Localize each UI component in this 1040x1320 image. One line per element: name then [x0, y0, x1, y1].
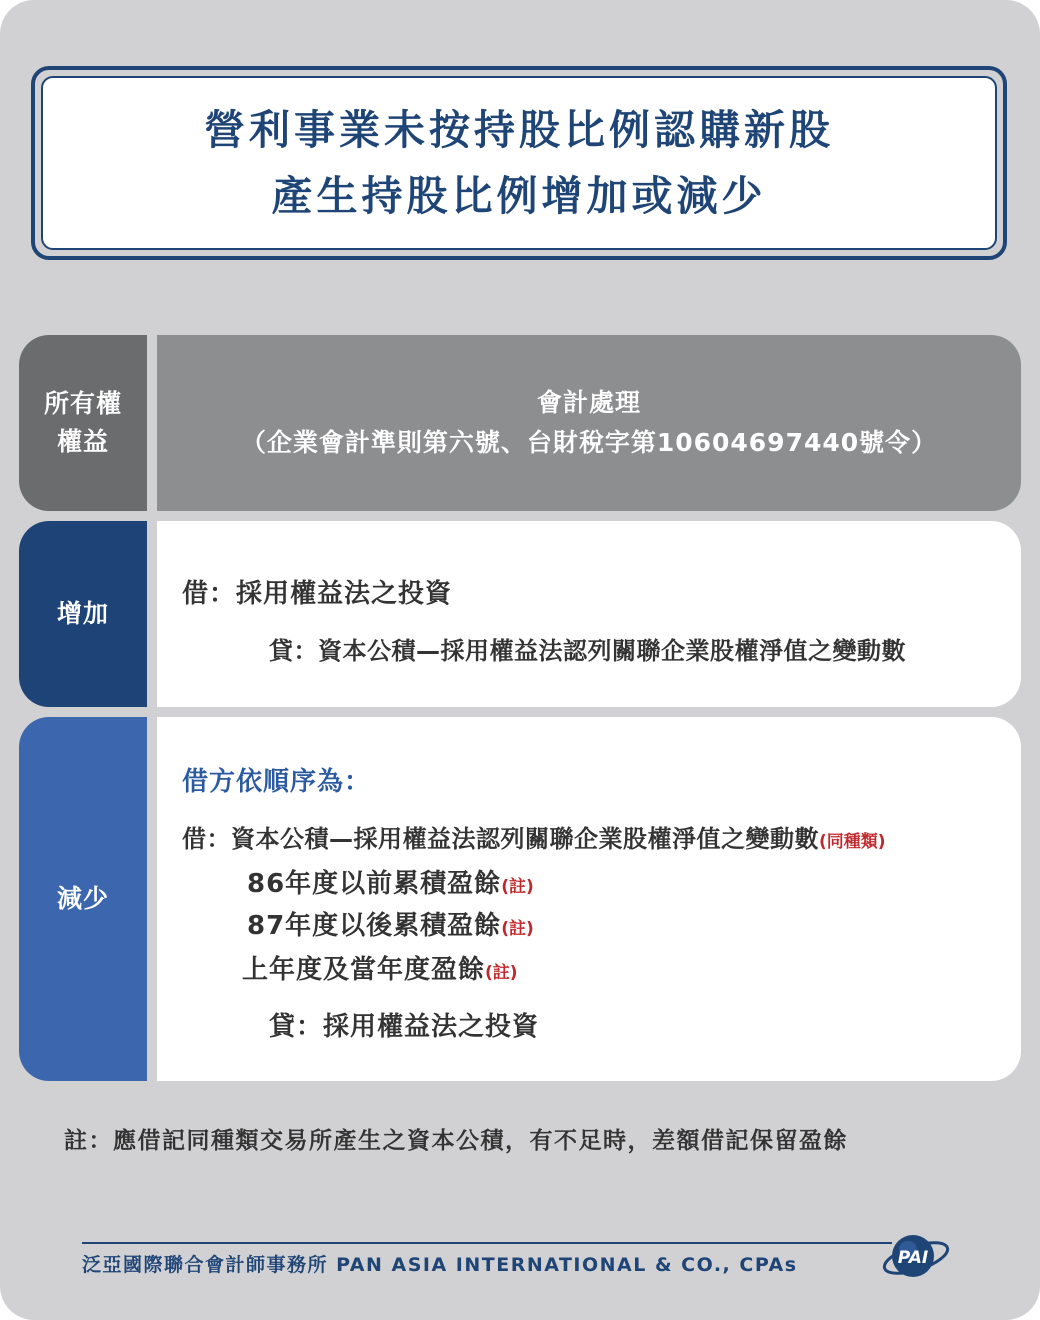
increase-label-cell — [19, 521, 147, 707]
decrease-debit-4-text: 上年度及當年度盈餘 — [242, 955, 486, 985]
decrease-debit-2-text: 86年度以前累積盈餘 — [247, 869, 502, 899]
increase-credit: 貸：資本公積—採用權益法認列關聯企業股權淨值之變動數 — [269, 637, 906, 665]
decrease-debit-3-note: (註) — [501, 919, 534, 939]
increase-label: 增加 — [56, 599, 109, 628]
title-line-2: 產生持股比例增加或減少 — [271, 172, 767, 220]
increase-debit: 借：採用權益法之投資 — [182, 579, 453, 609]
decrease-label: 減少 — [56, 884, 109, 913]
decrease-debit-1-text: 借：資本公積—採用權益法認列關聯企業股權淨值之變動數 — [182, 825, 819, 853]
title-line-1: 營利事業未按持股比例認購新股 — [204, 106, 834, 154]
header-content-cell — [157, 335, 1021, 511]
logo-text: PAI — [897, 1248, 929, 1268]
decrease-debit-3-text: 87年度以後累積盈餘 — [247, 911, 502, 941]
footer-divider — [82, 1242, 892, 1244]
header-title: 會計處理 — [536, 388, 641, 417]
title-frame — [31, 66, 1007, 260]
header-label-cell — [19, 335, 147, 511]
header-subtitle: （企業會計準則第六號、台財稅字第10604697440號令） — [240, 428, 938, 457]
decrease-label-cell — [19, 717, 147, 1081]
decrease-content-cell — [157, 717, 1021, 1081]
pai-logo-icon — [880, 1226, 952, 1286]
header-label-line-2: 權益 — [56, 427, 109, 456]
decrease-credit: 貸：採用權益法之投資 — [269, 1012, 540, 1042]
decrease-debit-2-note: (註) — [501, 877, 534, 897]
footnote: 註：應借記同種類交易所產生之資本公積，有不足時，差額借記保留盈餘 — [64, 1128, 848, 1154]
title-box — [41, 76, 997, 250]
decrease-debit-2 — [247, 863, 534, 900]
decrease-heading: 借方依順序為： — [182, 767, 372, 797]
increase-content-cell — [157, 521, 1021, 707]
decrease-debit-3 — [247, 905, 534, 942]
decrease-debit-1 — [182, 819, 886, 854]
footer-firm-name: 泛亞國際聯合會計師事務所 PAN ASIA INTERNATIONAL & CO., CPAs — [82, 1254, 798, 1276]
decrease-debit-4 — [242, 949, 518, 986]
decrease-debit-4-note: (註) — [485, 963, 518, 983]
header-label-line-1: 所有權 — [43, 389, 122, 418]
decrease-debit-1-note: (同種類) — [819, 832, 886, 852]
